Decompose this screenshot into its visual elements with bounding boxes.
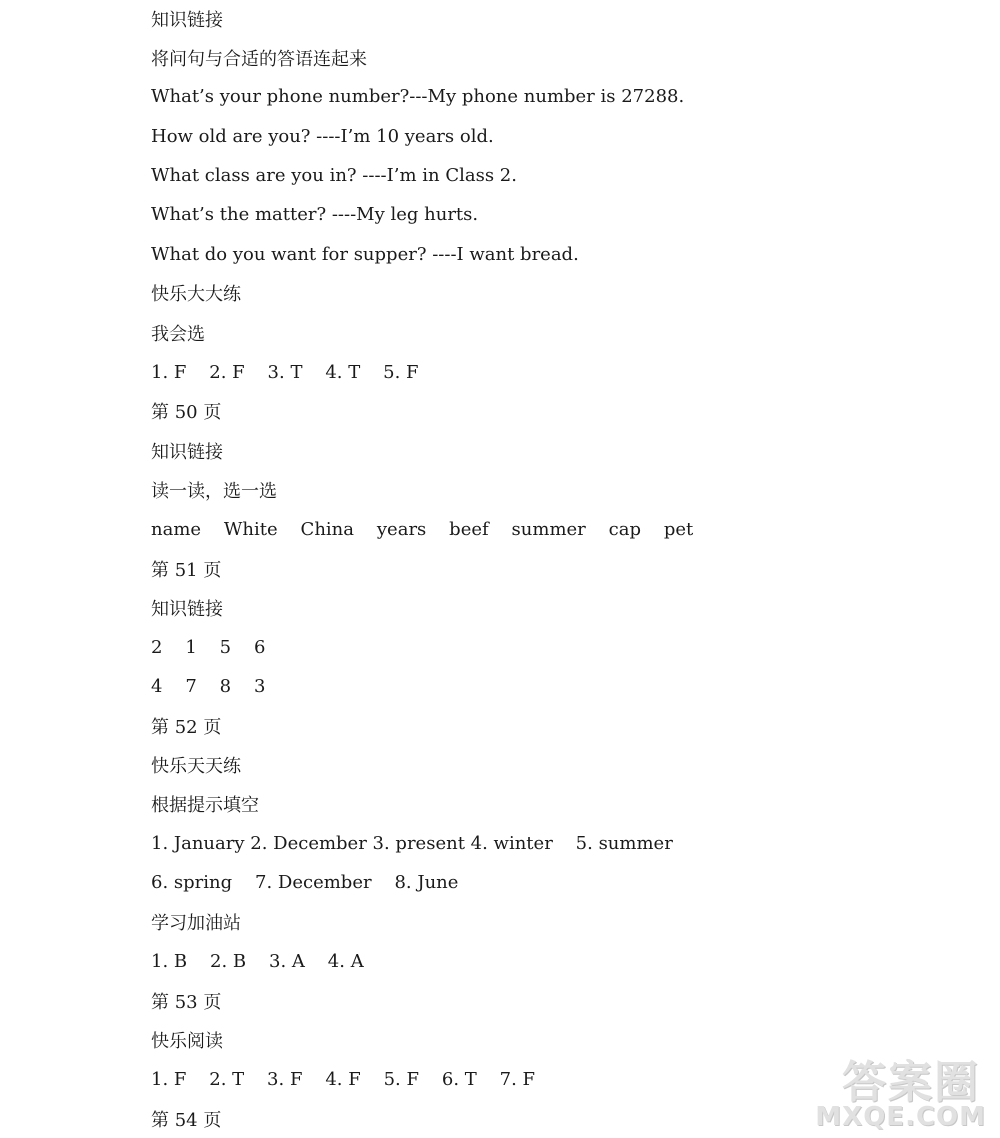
section-heading: 知识链接	[151, 10, 223, 31]
instruction-line: 根据提示填空	[151, 795, 259, 817]
answer-line: 6. spring 7. December 8. June	[151, 872, 459, 894]
section-heading: 快乐大大练	[151, 284, 241, 306]
section-heading: 学习加油站	[151, 913, 241, 935]
page-number-line: 第 50 页	[151, 402, 222, 424]
answer-line: 2 1 5 6	[151, 636, 266, 658]
page-number-line: 第 54 页	[151, 1109, 222, 1131]
instruction-line: 将问句与合适的答语连起来	[151, 48, 367, 70]
answer-line: What do you want for supper? ----I want bread.	[151, 243, 579, 265]
page-number-line: 第 53 页	[151, 991, 222, 1013]
instruction-line: 读一读，选一选	[151, 480, 277, 502]
answer-document	[151, 0, 971, 1138]
watermark-title: 答案圈	[842, 1057, 980, 1108]
answer-line: What class are you in? ----I’m in Class 2.	[151, 165, 517, 187]
answer-line: 1. January 2. December 3. present 4. winter 5. summer	[151, 833, 673, 855]
section-heading: 知识链接	[151, 598, 223, 620]
answer-line: How old are you? ----I’m 10 years old.	[151, 125, 494, 147]
answer-line: What’s your phone number?---My phone number is 27288.	[151, 86, 685, 108]
answer-line: 1. B 2. B 3. A 4. A	[151, 950, 364, 972]
section-heading: 知识链接	[151, 441, 223, 463]
section-heading: 快乐阅读	[151, 1031, 223, 1053]
watermark-domain: MXQE.COM	[815, 1102, 986, 1132]
answer-line: 1. F 2. T 3. F 4. F 5. F 6. T 7. F	[151, 1068, 536, 1090]
section-heading: 快乐天天练	[151, 755, 241, 777]
answer-line: name White China years beef summer cap pet	[151, 518, 694, 540]
page-number-line: 第 52 页	[151, 716, 222, 738]
instruction-line: 我会选	[151, 323, 205, 345]
answer-line: 1. F 2. F 3. T 4. T 5. F	[151, 361, 419, 383]
answer-line: 4 7 8 3	[151, 675, 266, 697]
page-number-line: 第 51 页	[151, 559, 222, 581]
answer-line: What’s the matter? ----My leg hurts.	[151, 204, 479, 226]
watermark-logo	[812, 1042, 992, 1132]
